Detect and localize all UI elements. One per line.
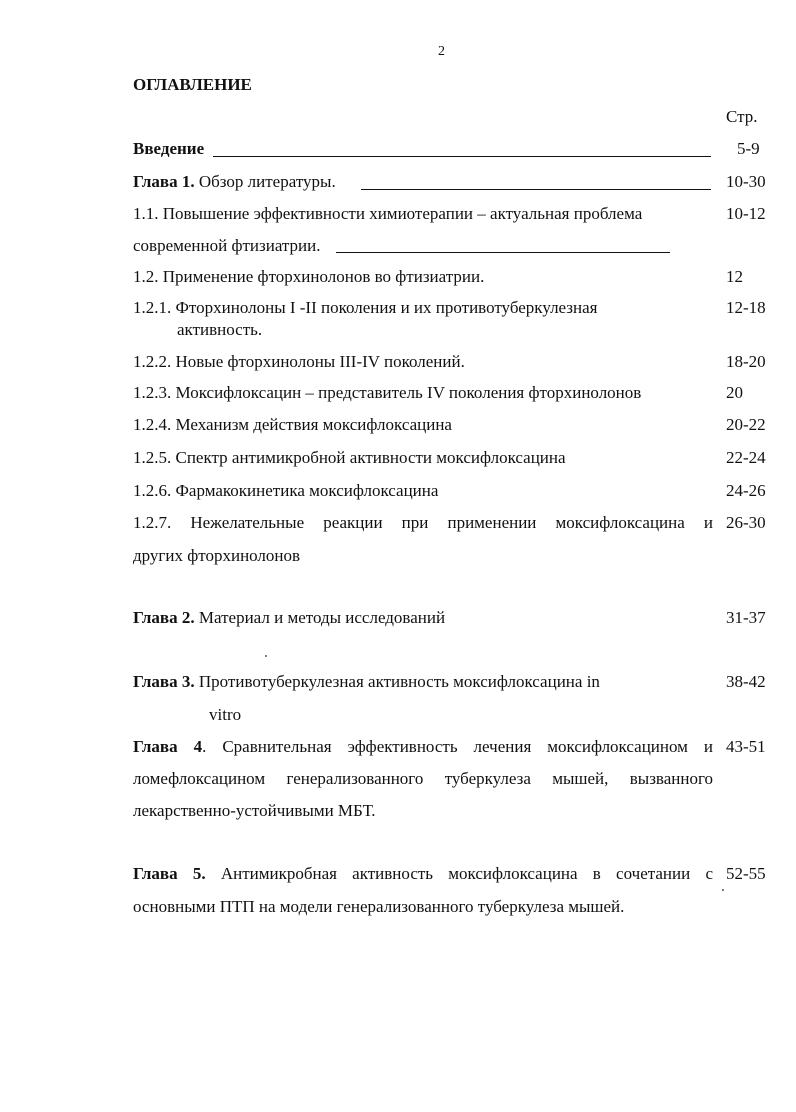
toc-entry-section-1-2-5: 1.2.5. Спектр антимикробной активности моксифлоксацина: [133, 448, 566, 467]
toc-entry-chapter-5-cont: основными ПТП на модели генерализованного туберкулеза мышей.: [133, 897, 625, 916]
toc-entry-label: Глава 4: [133, 737, 203, 756]
toc-entry-pages: 20-22: [726, 415, 766, 434]
toc-entry-pages: 38-42: [726, 672, 766, 691]
toc-entry-pages: 26-30: [726, 513, 766, 532]
toc-entry-section-1-2-4: 1.2.4. Механизм действия моксифлоксацина: [133, 415, 452, 434]
leader-line: [336, 252, 670, 253]
leader-line: [213, 156, 711, 157]
toc-entry-pages: 18-20: [726, 352, 766, 371]
page-number: 2: [438, 44, 445, 59]
toc-entry-section-1-2-1-cont: активность.: [177, 320, 263, 339]
toc-entry-title: Противотуберкулезная активность моксифлоксацина in: [194, 672, 600, 691]
toc-entry-title: . Сравнительная эффективность лечения моксифлоксацином и: [202, 737, 713, 756]
toc-entry-section-1-2-2: 1.2.2. Новые фторхинолоны III-IV поколений.: [133, 352, 465, 371]
toc-entry-label: Глава 2.: [133, 608, 195, 627]
toc-entry-chapter-2: [133, 608, 445, 628]
toc-entry-chapter-3-cont: vitro: [209, 705, 242, 724]
toc-entry-section-1-1-cont: современной фтизиатрии.: [133, 236, 321, 255]
toc-entry-label: Глава 1.: [133, 172, 195, 191]
leader-line: [361, 189, 711, 190]
toc-entry-title: Антимикробная активность моксифлоксацина в сочетании с: [205, 864, 713, 883]
toc-entry-pages: 20: [726, 383, 743, 402]
toc-entry-section-1-2: 1.2. Применение фторхинолонов во фтизиатрии.: [133, 267, 485, 286]
toc-entry-section-1-2-3: 1.2.3. Моксифлоксацин – представитель IV поколения фторхинолонов: [133, 383, 642, 402]
toc-entry-label: Глава 5.: [133, 864, 206, 883]
toc-entry-title: Материал и методы исследований: [194, 608, 446, 627]
toc-entry-section-1-2-7: 1.2.7. Нежелательные реакции при применении моксифлоксацина и: [133, 513, 713, 532]
toc-entry-pages: 12-18: [726, 298, 766, 317]
toc-entry-pages: 10-30: [726, 172, 766, 191]
toc-entry-chapter-5: [133, 864, 713, 884]
toc-entry-label: Глава 3.: [133, 672, 195, 691]
toc-entry-chapter-4: [133, 737, 713, 757]
toc-entry-section-1-2-7-cont: других фторхинолонов: [133, 546, 301, 565]
toc-entry-pages: 43-51: [726, 737, 766, 756]
toc-entry-label: Введение: [133, 139, 205, 158]
toc-entry-section-1-2-6: 1.2.6. Фармакокинетика моксифлоксацина: [133, 481, 439, 500]
toc-entry-section-1-2-1: 1.2.1. Фторхинолоны I -II поколения и их противотуберкулезная: [133, 298, 598, 317]
toc-entry-title: Обзор литературы.: [194, 172, 336, 191]
toc-entry-pages: 52-55: [726, 864, 766, 883]
toc-entry-pages: 12: [726, 267, 743, 286]
toc-entry-pages: 24-26: [726, 481, 766, 500]
toc-entry-chapter-3: [133, 672, 600, 692]
toc-entry-introduction: [133, 139, 204, 159]
scan-speck: [265, 655, 267, 657]
toc-entry-chapter-4-cont: лекарственно-устойчивыми МБТ.: [133, 801, 376, 820]
toc-entry-chapter-4-cont: ломефлоксацином генерализованного туберкулеза мышей, вызванного: [133, 769, 713, 788]
toc-entry-pages: 5-9: [737, 139, 760, 158]
toc-entry-chapter-1: [133, 172, 336, 192]
toc-entry-pages: 22-24: [726, 448, 766, 467]
toc-entry-pages: 10-12: [726, 204, 766, 223]
toc-entry-pages: 31-37: [726, 608, 766, 627]
page-column-header: Стр.: [726, 107, 758, 126]
toc-entry-section-1-1: 1.1. Повышение эффективности химиотерапии – актуальная проблема: [133, 204, 643, 223]
page-title: ОГЛАВЛЕНИЕ: [133, 75, 252, 94]
scan-speck: [722, 889, 724, 891]
